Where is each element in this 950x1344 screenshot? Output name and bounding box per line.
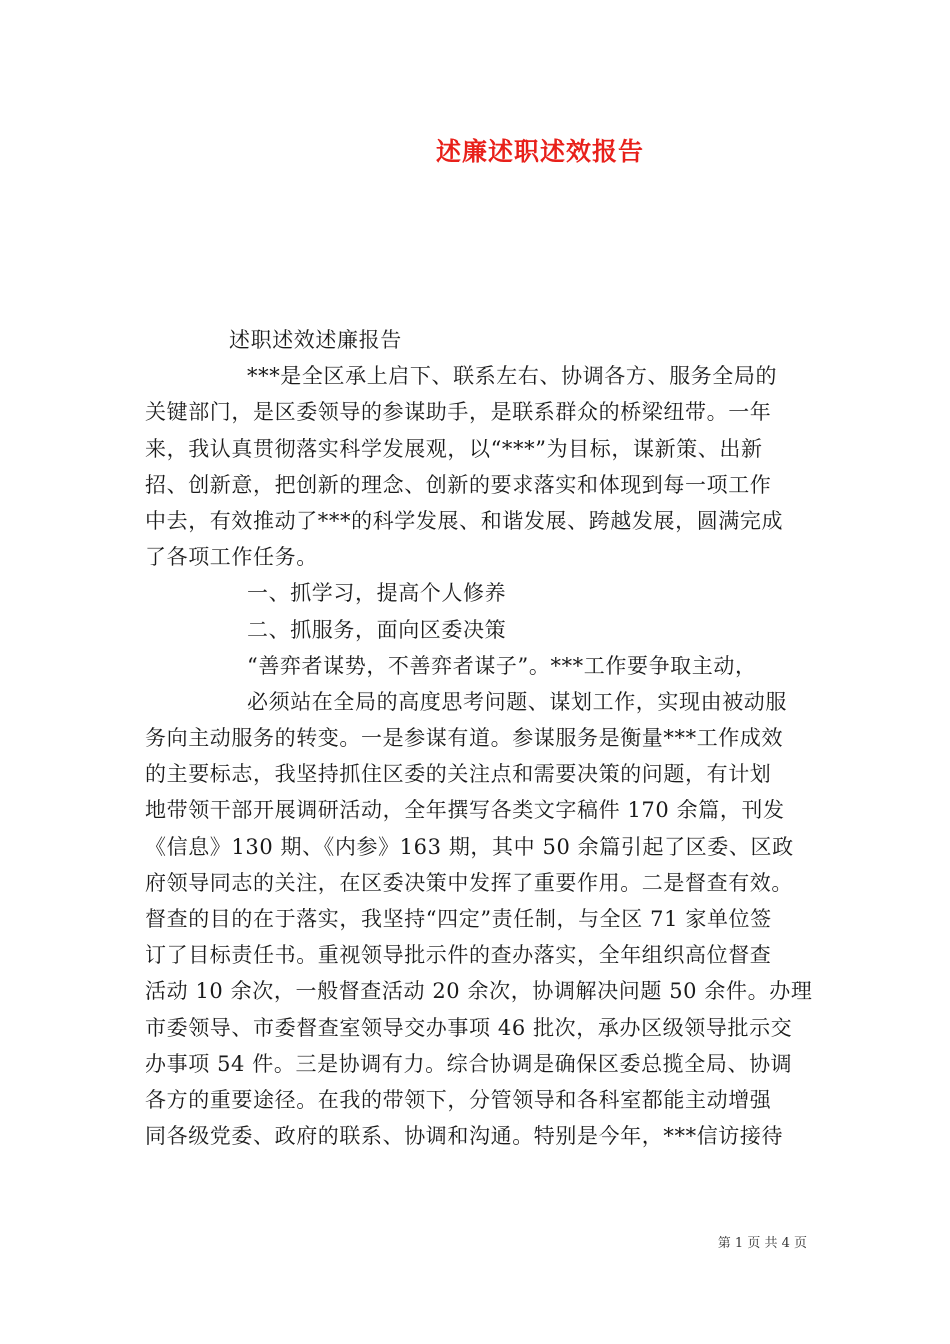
body-line: 必须站在全局的高度思考问题、谋划工作，实现由被动服 bbox=[247, 689, 787, 714]
page-title: 述廉述职述效报告 bbox=[435, 137, 644, 166]
body-line: 《信息》130 期、《内参》163 期，其中 50 余篇引起了区委、区政 bbox=[145, 834, 794, 859]
body-line: 督查的目的在于落实，我坚持“四定”责任制，与全区 71 家单位签 bbox=[145, 907, 772, 931]
section-heading: 一、抓学习，提高个人修养 bbox=[247, 581, 507, 606]
body-line: 办事项 54 件。三是协调有力。综合协调是确保区委总揽全局、协调 bbox=[145, 1051, 793, 1076]
body-line: 订了目标责任书。重视领导批示件的查办落实，全年组织高位督查 bbox=[145, 943, 772, 968]
section-heading: 二、抓服务，面向区委决策 bbox=[247, 617, 507, 642]
body-line: “善弈者谋势，不善弈者谋子”。***工作要争取主动， bbox=[247, 653, 757, 678]
body-line: 中去，有效推动了***的科学发展、和谐发展、跨越发展，圆满完成 bbox=[145, 508, 784, 533]
body-line: 来，我认真贯彻落实科学发展观，以“***”为目标，谋新策、出新 bbox=[145, 436, 763, 461]
body-line: 活动 10 余次，一般督查活动 20 余次，协调解决问题 50 余件。办理 bbox=[145, 979, 813, 1004]
body-line: ***是全区承上启下、联系左右、协调各方、服务全局的 bbox=[247, 364, 778, 389]
body-line: 的主要标志，我坚持抓住区委的关注点和需要决策的问题，有计划 bbox=[145, 762, 772, 787]
body-line: 招、创新意，把创新的理念、创新的要求落实和体现到每一项工作 bbox=[145, 472, 772, 497]
body-line: 各方的重要途径。在我的带领下，分管领导和各科室都能主动增强 bbox=[145, 1087, 772, 1112]
body-line: 关键部门，是区委领导的参谋助手，是联系群众的桥梁纽带。一年 bbox=[145, 400, 772, 425]
body-line: 同各级党委、政府的联系、协调和沟通。特别是今年，***信访接待 bbox=[145, 1124, 784, 1149]
body-line: 述职述效述廉报告 bbox=[229, 328, 402, 352]
body-line: 市委领导、市委督查室领导交办事项 46 批次，承办区级领导批示交 bbox=[145, 1015, 793, 1040]
page-footer: 第 1 页 共 4 页 bbox=[717, 1236, 807, 1251]
body-line: 府领导同志的关注，在区委决策中发挥了重要作用。二是督查有效。 bbox=[145, 870, 793, 895]
body-line: 了各项工作任务。 bbox=[145, 545, 318, 570]
body-line: 务向主动服务的转变。一是参谋有道。参谋服务是衡量***工作成效 bbox=[145, 726, 784, 751]
document-body bbox=[145, 322, 813, 1154]
body-line: 地带领干部开展调研活动，全年撰写各类文字稿件 170 余篇，刊发 bbox=[145, 798, 785, 823]
